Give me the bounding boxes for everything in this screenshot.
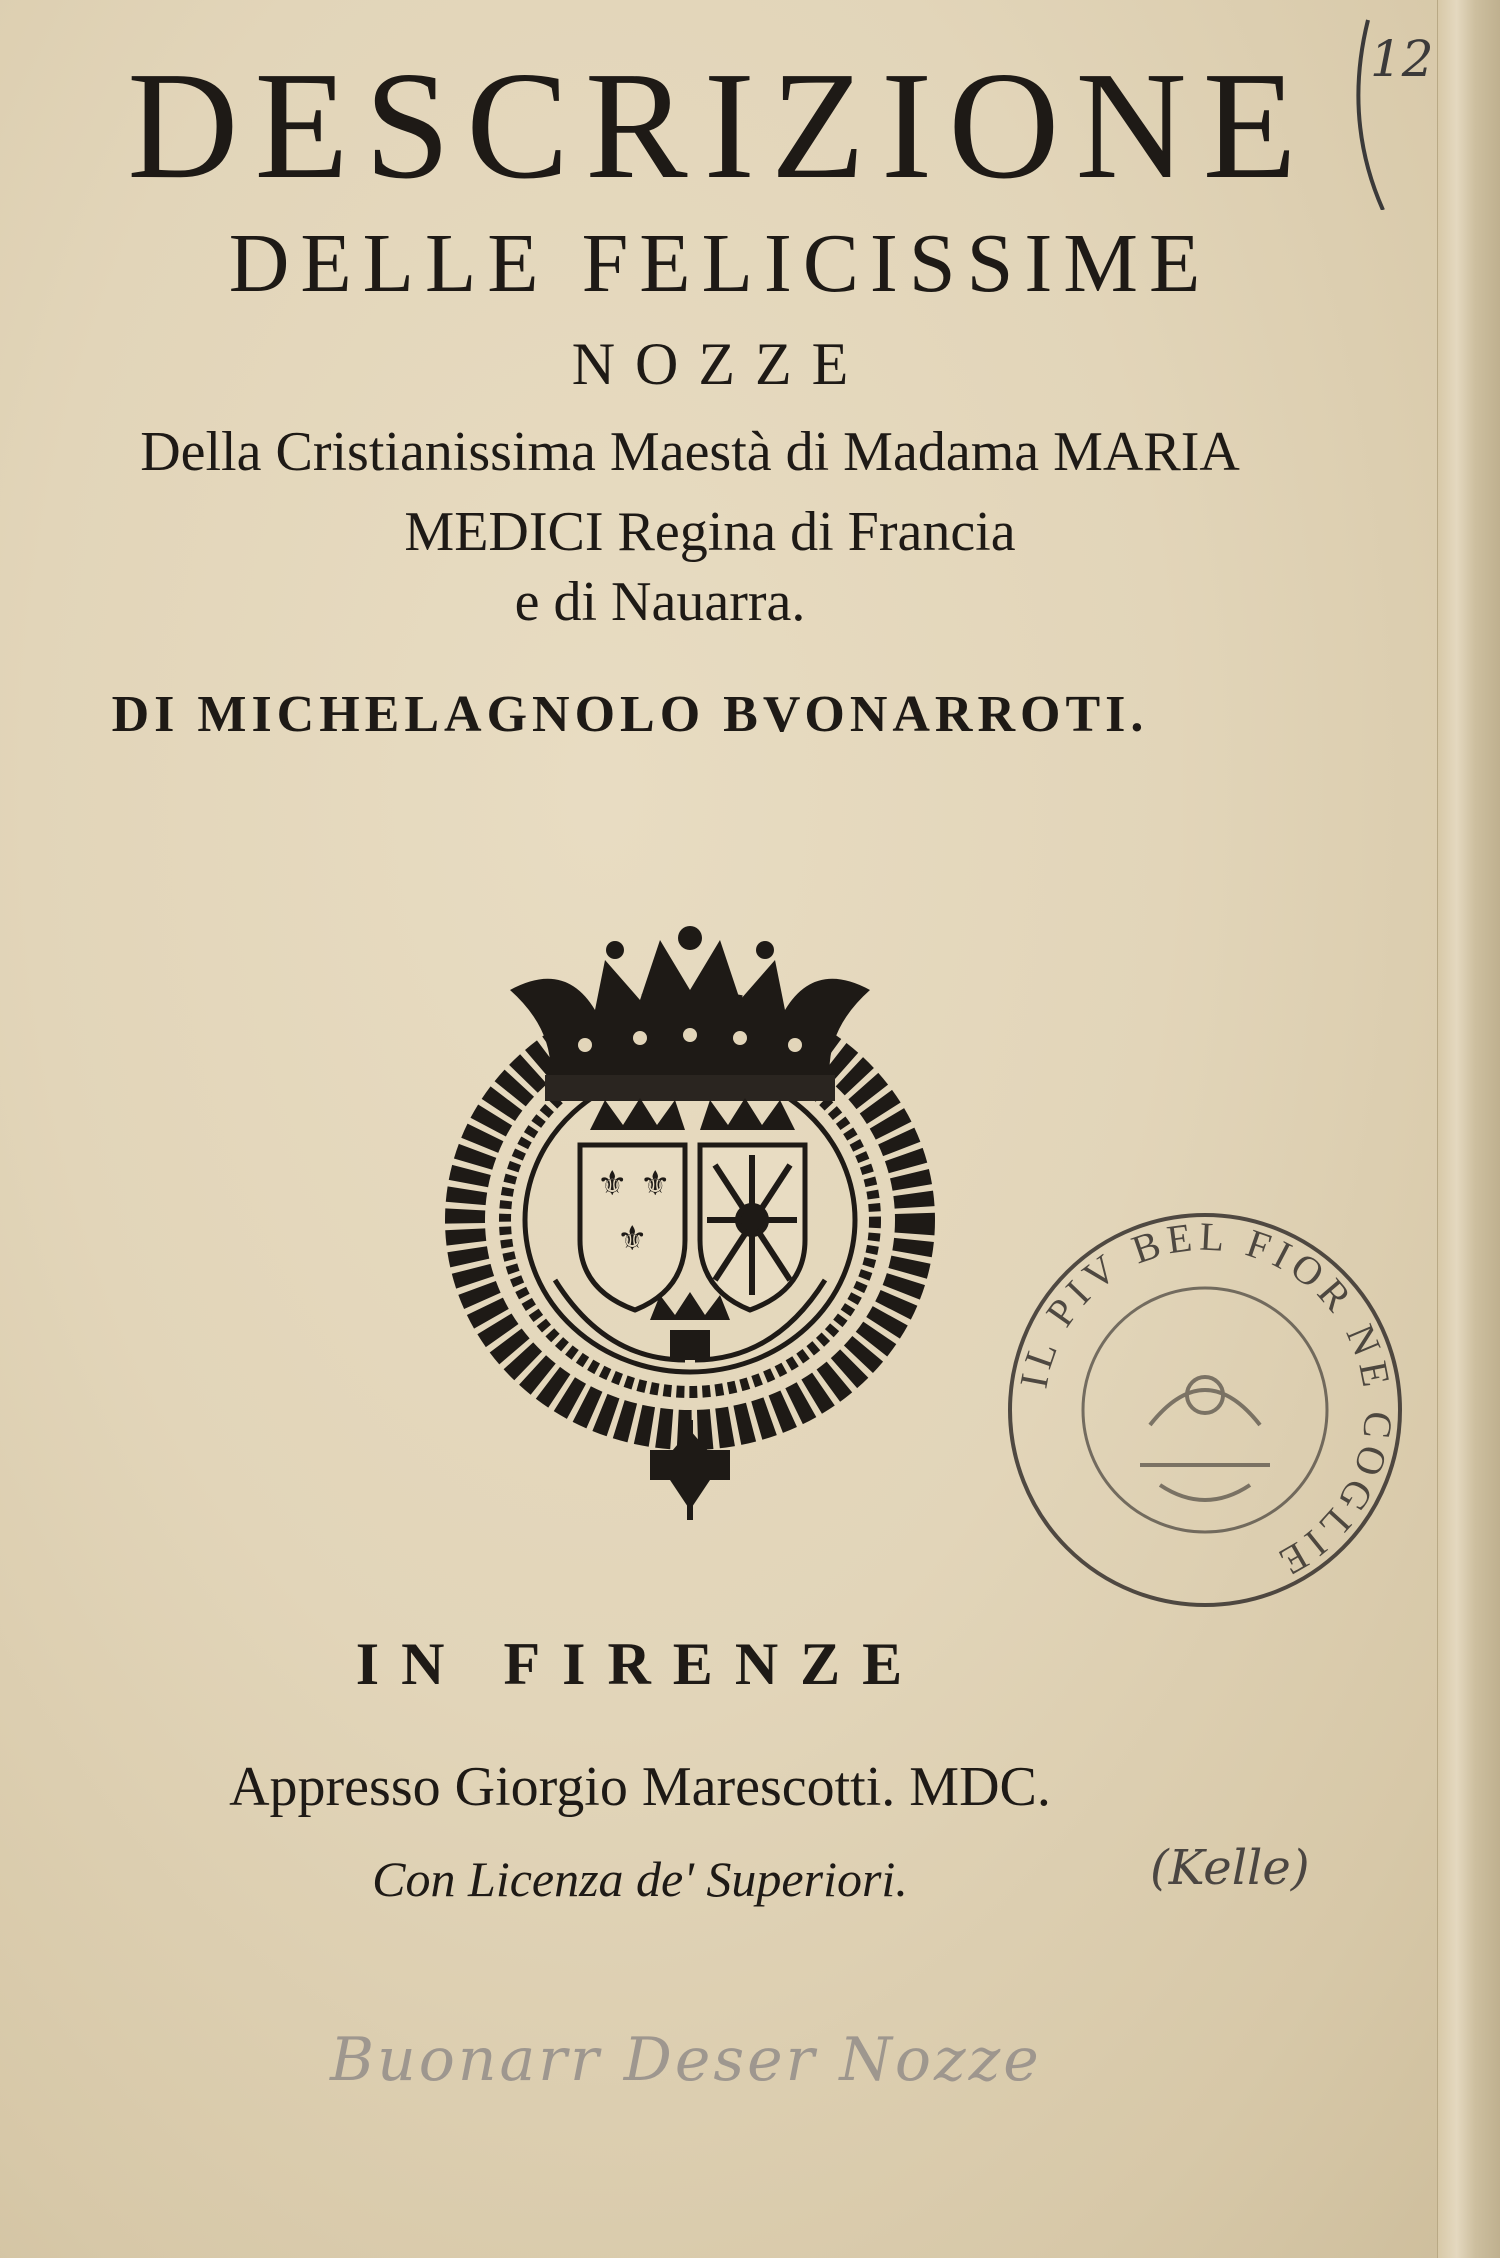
stamp-text: IL PIV BEL FIOR NE COGLIE [1010, 1213, 1402, 1588]
coat-of-arms-emblem [445, 920, 945, 1520]
title-main: DESCRIZIONE [127, 41, 1313, 211]
shelfmark-annotation: 12 [1370, 30, 1434, 88]
author-line: DI MICHELAGNOLO BVONARROTI. [111, 686, 1149, 743]
title-subtitle: DELLE FELICISSIME [228, 217, 1212, 310]
svg-text:⚜: ⚜ [640, 1164, 671, 1204]
manuscript-name-annotation: (Kelle) [1150, 1840, 1310, 1896]
dedication-line-1: Della Cristianissima Maestà di Madama MARIA [140, 421, 1240, 483]
title-nozze: NOZZE [571, 331, 869, 397]
svg-text:⚜: ⚜ [597, 1164, 628, 1204]
manuscript-signature-annotation: Buonarr Deser Nozze [330, 2025, 1042, 2095]
library-stamp [1000, 1205, 1410, 1615]
dedication-line-2: MEDICI Regina di Francia [404, 501, 1016, 563]
imprint-place: IN FIRENZE [355, 1631, 925, 1697]
dedication-line-3: e di Nauarra. [514, 571, 806, 633]
svg-text:⚜: ⚜ [617, 1219, 648, 1259]
page-edge [1437, 0, 1500, 2258]
imprint-license: Con Licenza de' Superiori. [372, 1851, 908, 1907]
imprint-printer: Appresso Giorgio Marescotti. MDC. [229, 1756, 1051, 1818]
